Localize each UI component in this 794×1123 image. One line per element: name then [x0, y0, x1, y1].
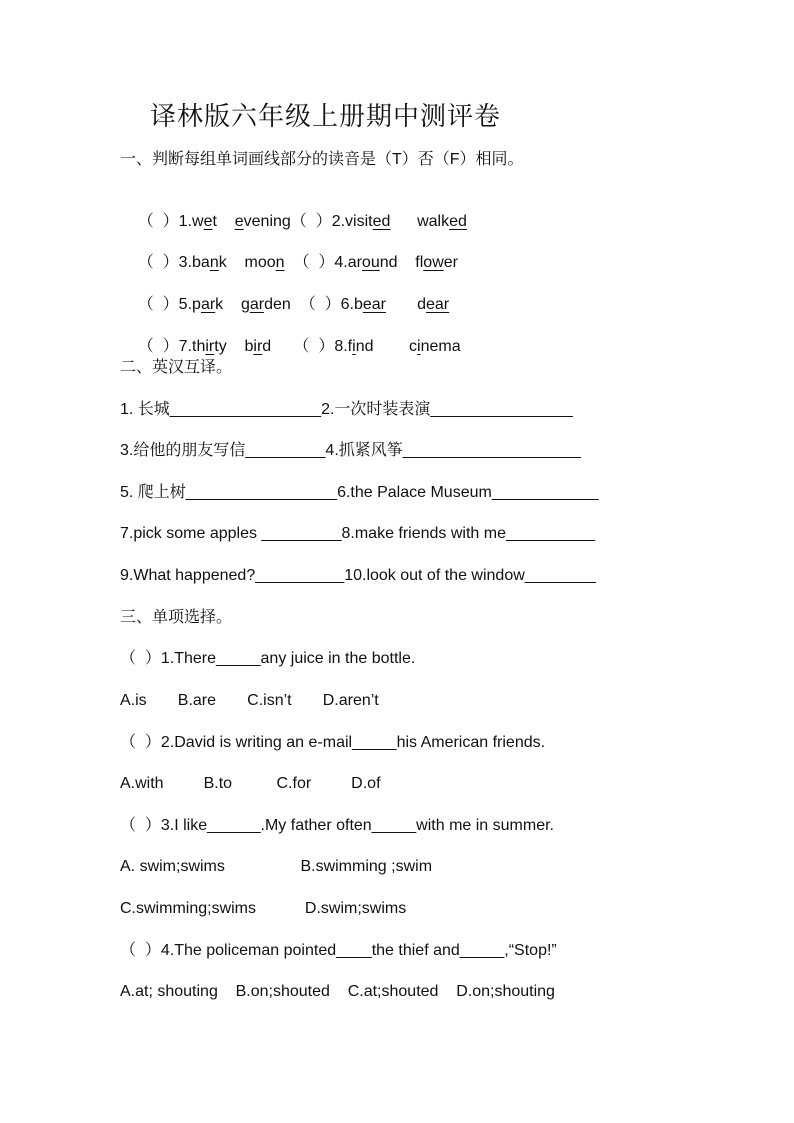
- bracket-8: （ ）8.: [271, 338, 348, 355]
- underlined-part: i: [352, 338, 356, 355]
- bracket-1: （ ）1.: [137, 213, 193, 230]
- phonics-row-2: （ ）3.bank moon （ ）4.around flower: [137, 254, 458, 271]
- mc-options-1: A.is B.are C.isn’t D.aren’t: [120, 692, 379, 709]
- mc-options-3a: A. swim;swims B.swimming ;swim: [120, 858, 433, 875]
- underlined-part: ow: [423, 254, 444, 271]
- bracket-6: （ ）6.: [290, 296, 354, 313]
- bracket-2: （ ）2.: [290, 213, 346, 230]
- translation-row: 5. 爬上树_________________6.the Palace Museum____________: [120, 484, 599, 501]
- underlined-part: e: [203, 213, 213, 230]
- underlined-part: ed: [449, 213, 467, 230]
- bracket-5: （ ）5.: [137, 296, 193, 313]
- underlined-part: n: [209, 254, 219, 271]
- mc-question-2: （ ）2.David is writing an e-mail_____his American friends.: [120, 734, 546, 751]
- mc-question-1: （ ）1.There_____any juice in the bottle.: [120, 650, 416, 667]
- mc-question-3: （ ）3.I like______.My father often_____with me in summer.: [120, 817, 554, 834]
- phonics-row-3: （ ）5.park garden （ ）6.bear dear: [137, 296, 450, 313]
- phonics-row-4: （ ）7.thirty bird （ ）8.find cinema: [137, 338, 461, 355]
- section2-heading: 二、英汉互译。: [120, 359, 233, 376]
- underlined-part: ar: [200, 296, 216, 313]
- underlined-part: ed: [372, 213, 391, 230]
- mc-options-4: A.at; shouting B.on;shouted C.at;shouted D.on;shouting: [120, 983, 555, 1000]
- underlined-part: ir: [253, 338, 263, 355]
- underlined-part: ear: [426, 296, 450, 313]
- section3-heading: 三、单项选择。: [120, 609, 233, 626]
- underlined-part: n: [275, 254, 285, 271]
- bracket-4: （ ）4.: [284, 254, 348, 271]
- translation-row: 1. 长城_________________2.一次时装表演________________: [120, 401, 573, 418]
- underlined-part: e: [234, 213, 244, 230]
- section1-heading: 一、判断每组单词画线部分的读音是（T）否（F）相同。: [120, 151, 524, 168]
- underlined-part: ear: [362, 296, 386, 313]
- phonics-row-1: （ ）1.wet evening（ ）2.visited walked: [137, 213, 467, 230]
- mc-options-2: A.with B.to C.for D.of: [120, 775, 381, 792]
- translation-row: 3.给他的朋友写信_________4.抓紧风筝____________________: [120, 442, 581, 459]
- bracket-3: （ ）3.: [137, 254, 193, 271]
- page-title: 译林版六年级上册期中测评卷: [150, 102, 502, 132]
- underlined-part: ir: [205, 338, 215, 355]
- underlined-part: ar: [249, 296, 265, 313]
- translation-row: 9.What happened?__________10.look out of the window________: [120, 567, 596, 584]
- bracket-7: （ ）7.: [137, 338, 193, 355]
- underlined-part: ou: [361, 254, 380, 271]
- translation-row: 7.pick some apples _________8.make friends with me__________: [120, 525, 595, 542]
- underlined-part: i: [417, 338, 421, 355]
- mc-options-3b: C.swimming;swims D.swim;swims: [120, 900, 407, 917]
- mc-question-4: （ ）4.The policeman pointed____the thief and_____,“Stop!”: [120, 942, 557, 959]
